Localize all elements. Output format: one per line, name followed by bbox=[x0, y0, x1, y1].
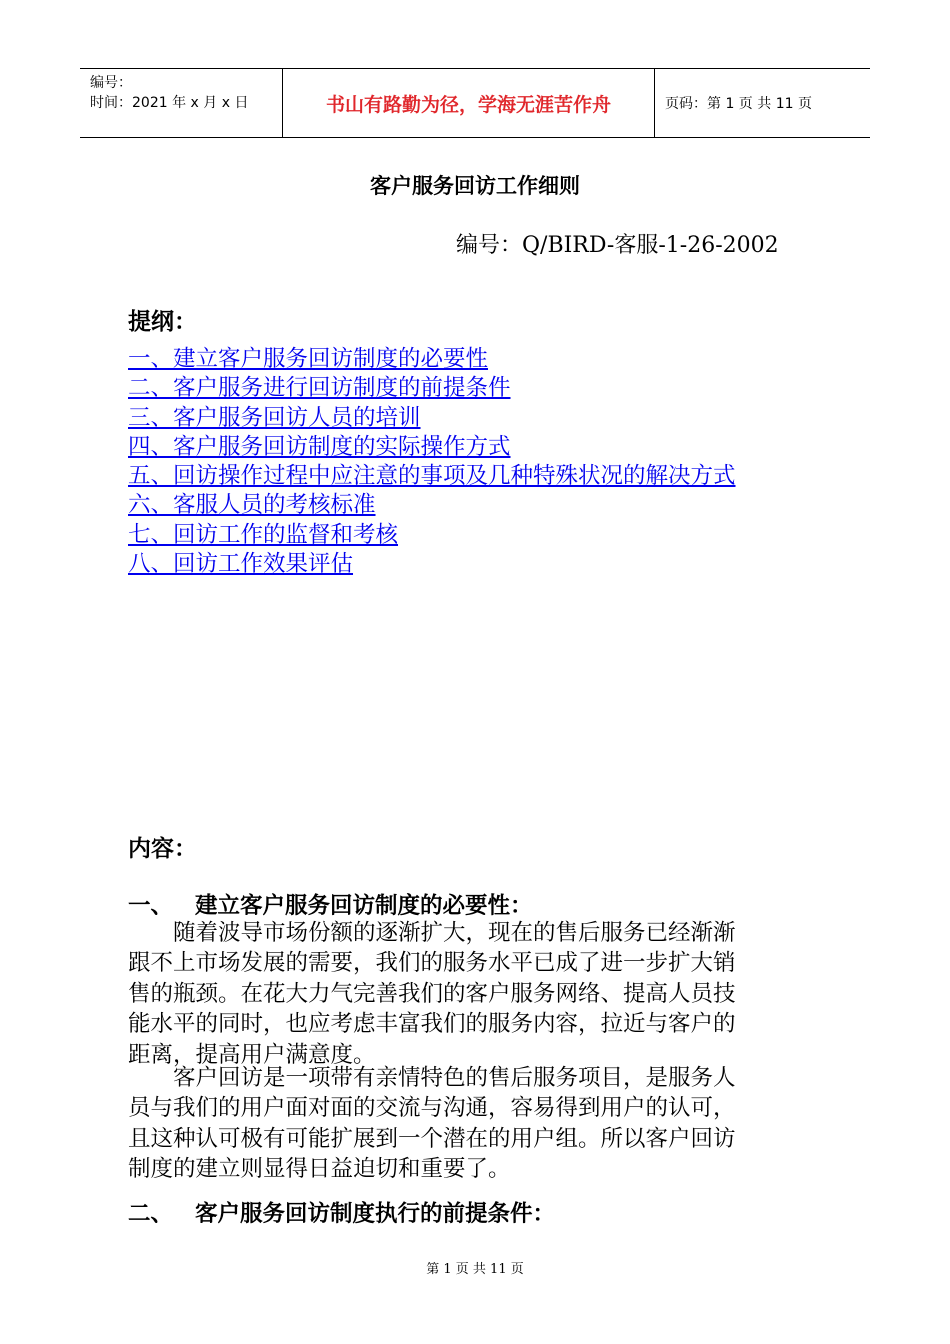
outline-link-1[interactable]: 一、建立客户服务回访制度的必要性 bbox=[128, 346, 489, 372]
header-motto: 书山有路勤为径，学海无涯苦作舟 bbox=[282, 69, 655, 137]
section-2-heading bbox=[128, 1196, 555, 1228]
header-date-label: 时间：2021 年 x 月 x 日 bbox=[90, 95, 249, 111]
paragraph-line: 售的瓶颈。在花大力气完善我们的客户服务网络、提高人员技 bbox=[128, 980, 736, 1007]
paragraph-line: 客户回访是一项带有亲情特色的售后服务项目，是服务人 bbox=[173, 1065, 736, 1091]
paragraph-line: 能水平的同时，也应考虑丰富我们的服务内容，拉近与客户的 bbox=[128, 1011, 736, 1038]
paragraph-line: 随着波导市场份额的逐渐扩大，现在的售后服务已经渐渐 bbox=[173, 920, 736, 946]
document-number: 编号：Q/BIRD-客服-1-26-2002 bbox=[456, 233, 779, 258]
paragraph-line: 且这种认可极有可能扩展到一个潜在的用户组。所以客户回访 bbox=[128, 1125, 736, 1152]
outline-item bbox=[128, 345, 736, 374]
outline-link-8[interactable]: 八、回访工作效果评估 bbox=[128, 551, 354, 578]
paragraph-line: 员与我们的用户面对面的交流与沟通，容易得到用户的认可， bbox=[128, 1095, 736, 1122]
page-header bbox=[80, 68, 870, 138]
section-2-number: 二、 bbox=[128, 1201, 174, 1227]
document-title: 客户服务回访工作细则 bbox=[370, 173, 580, 198]
section-1-paragraph-1 bbox=[128, 918, 824, 1070]
outline-list bbox=[128, 345, 736, 579]
header-number-label: 编号： bbox=[90, 75, 132, 91]
outline-heading: 提纲： bbox=[128, 309, 197, 335]
outline-item bbox=[128, 550, 736, 579]
paragraph-line: 制度的建立则显得日益迫切和重要了。 bbox=[128, 1156, 511, 1183]
outline-item bbox=[128, 433, 736, 462]
outline-item bbox=[128, 404, 736, 433]
outline-link-4[interactable]: 四、客户服务回访制度的实际操作方式 bbox=[128, 433, 511, 460]
section-1-number: 一、 bbox=[128, 893, 174, 919]
section-2-title: 客户服务回访制度执行的前提条件： bbox=[195, 1201, 556, 1227]
outline-link-3[interactable]: 三、客户服务回访人员的培训 bbox=[128, 404, 421, 431]
paragraph-line: 跟不上市场发展的需要，我们的服务水平已成了进一步扩大销 bbox=[128, 950, 736, 977]
outline-item bbox=[128, 521, 736, 550]
outline-link-5[interactable]: 五、回访操作过程中应注意的事项及几种特殊状况的解决方式 bbox=[128, 463, 736, 490]
header-meta bbox=[80, 69, 282, 137]
outline-link-6[interactable]: 六、客服人员的考核标准 bbox=[128, 492, 376, 519]
outline-link-2[interactable]: 二、客户服务进行回访制度的前提条件 bbox=[128, 375, 511, 402]
paragraph-line: 距离，提高用户满意度。 bbox=[128, 1041, 376, 1068]
content-heading: 内容： bbox=[128, 836, 197, 862]
section-1-title: 建立客户服务回访制度的必要性： bbox=[195, 893, 533, 919]
section-1-paragraph-2 bbox=[128, 1063, 824, 1185]
outline-item bbox=[128, 374, 736, 403]
outline-link-7[interactable]: 七、回访工作的监督和考核 bbox=[128, 521, 399, 548]
outline-item bbox=[128, 462, 736, 491]
header-page-label: 页码：第 1 页 共 11 页 bbox=[665, 96, 812, 112]
page-footer: 第 1 页 共 11 页 bbox=[426, 1262, 524, 1277]
outline-item bbox=[128, 491, 736, 520]
section-1-heading bbox=[128, 888, 533, 920]
